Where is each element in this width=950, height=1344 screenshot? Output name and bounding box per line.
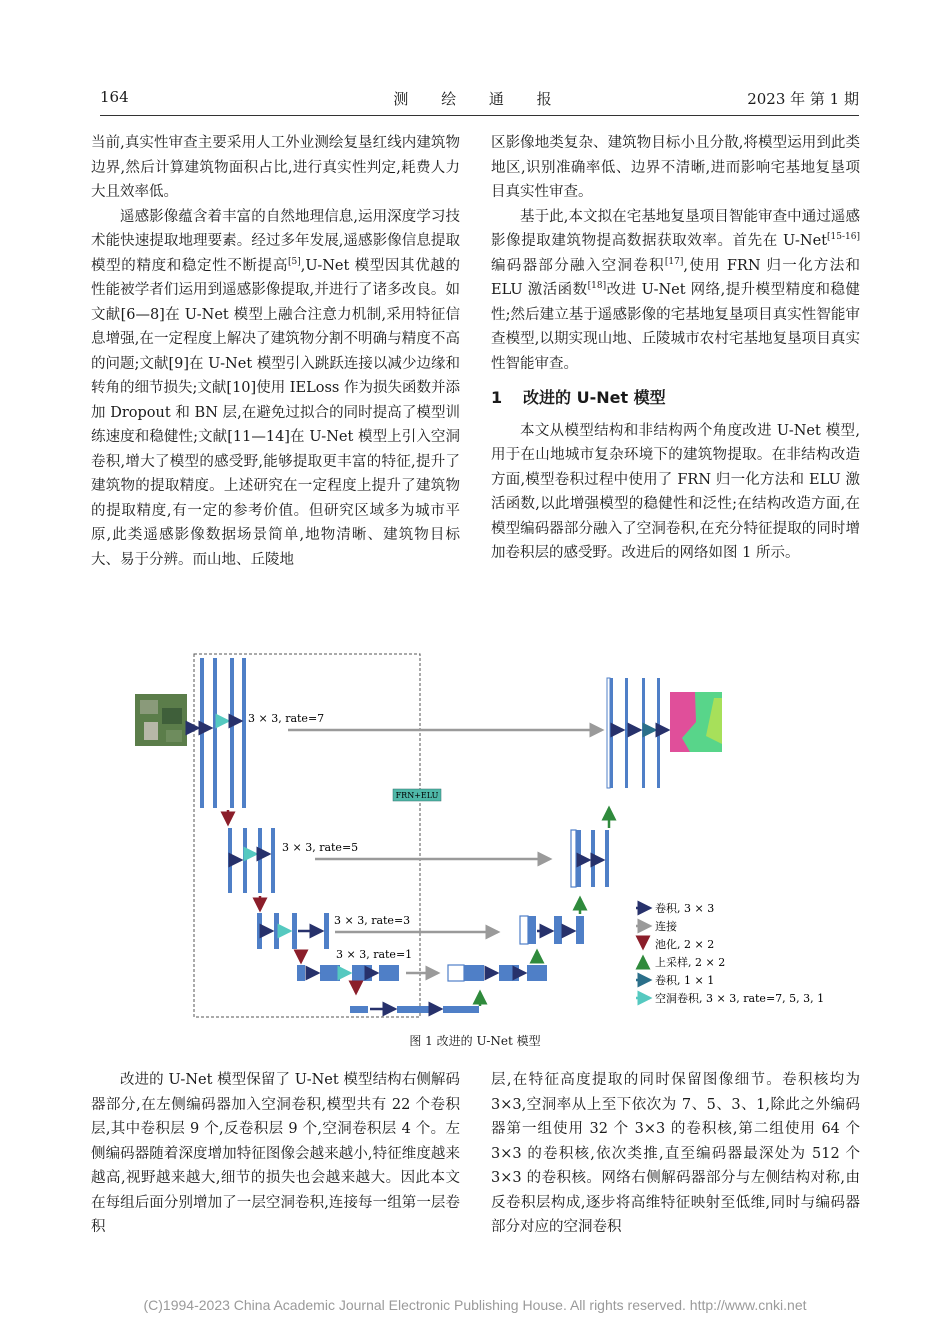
legend-item: 连接 (655, 920, 677, 933)
rate7-label: 3 × 3, rate=7 (248, 712, 325, 725)
text-run: 改进 U-Net 网络,提升模型精度和稳健性;然后建立基于遥感影像的宅基地复垦项目真实性智能审查模型,以期实现山地、丘陵城市农村宅基地复垦项目真实性智能审查。 (491, 282, 860, 372)
legend-item: 卷积, 1 × 1 (655, 974, 715, 987)
decoder-level-1 (607, 678, 660, 788)
rate1-label: 3 × 3, rate=1 (336, 948, 413, 961)
input-image (135, 694, 187, 746)
header-rule (100, 115, 859, 116)
unet-diagram (130, 648, 830, 1023)
right-column-bottom (491, 1068, 860, 1240)
citation: [18] (587, 281, 607, 292)
section-number: 1 (491, 388, 503, 407)
left-column-top (91, 131, 460, 572)
citation: [15-16] (827, 232, 860, 243)
paragraph (91, 205, 460, 573)
decoder-level-4 (448, 965, 547, 981)
paragraph: 区影像地类复杂、建筑物目标小且分散,将模型运用到此类地区,识别准确率低、边界不清晰,进而影响宅基地复垦项目真实性审查。 (491, 135, 860, 200)
output-segmentation (670, 692, 722, 752)
text-run: 编码器部分融入空洞卷积 (491, 257, 665, 274)
section-heading (491, 386, 860, 411)
encoder-boundary (194, 654, 420, 1017)
text-run: 基于此,本文拟在宅基地复垦项目智能审查中通过遥感影像提取建筑物提高数据获取效率。首先在 U-Net (491, 208, 860, 249)
page-number: 164 (100, 88, 129, 106)
legend-item: 空洞卷积, 3 × 3, rate=7, 5, 3, 1 (655, 992, 825, 1005)
legend-item: 上采样, 2 × 2 (655, 956, 726, 969)
journal-title: 测 绘 通 报 (393, 90, 566, 108)
section-title: 改进的 U-Net 模型 (523, 388, 666, 407)
citation: [5] (288, 256, 301, 267)
right-column-top (491, 131, 860, 566)
left-column-bottom (91, 1068, 460, 1240)
citation: [17] (664, 256, 684, 267)
bottleneck (350, 1006, 479, 1013)
encoder-level-1 (200, 658, 246, 808)
text-run: ,U-Net 模型因其优越的性能被学者们运用到遥感影像提取,并进行了诸多改良。如文献[6—8]在 U-Net 模型上融合注意力机制,采用特征信息增强,在一定程度上解决了建筑物分割不明确与精度不高的问题;文献[9]在 U-Net 模型引入跳跃连接以减少边缘和转角的细节损失;文献[10]使用 IELoss 作为损失函数并添加 Dropout 和 BN 层,在避免过拟合的同时提高了模型训练速度和稳健性;文献[11—14]在 U-Net 模型上引入空洞卷积,增大了模型的感受野,能够提取更丰富的特征,提升了建筑物的提取精度。上述研究在一定程度上提升了建筑物的提取精度,有一定的参考价值。但研究区域多为城市平原,此类遥感影像数据场景简单,地物清晰、建筑物目标大、易于分辨。而山地、丘陵地 (91, 257, 460, 568)
paragraph: 层,在特征高度提取的同时保留图像细节。卷积核均为 3×3,空洞率从上至下依次为 7、5、3、1,除此之外编码器第一组使用 32 个 3×3 的卷积核,第二组使用 64 个 3×3 的卷积核,依次类推,直至编码器最深处为 512 个 3×3 的卷积核。网络右侧解码器部分与左侧结构对称,由反卷积层构成,逐步将高维特征映射至低维,同时与编码器部分对应的空洞卷积 (491, 1072, 860, 1235)
rate5-label: 3 × 3, rate=5 (282, 841, 359, 854)
paragraph: 改进的 U-Net 模型保留了 U-Net 模型结构右侧解码器部分,在左侧编码器加入空洞卷积,模型共有 22 个卷积层,其中卷积层 9 个,反卷积层 9 个,空洞卷积层 4 个。左侧编码器随着深度增加特征图像会越来越小,特征维度越来越高,视野越来越大,细节的损失也会越来越大。因此本文在每组后面分别增加了一层空洞卷积,连接每一组第一层卷积 (91, 1072, 460, 1235)
legend (636, 901, 824, 1005)
figure-caption: 图 1 改进的 U-Net 模型 (409, 1034, 541, 1048)
legend-item: 卷积, 3 × 3 (655, 902, 715, 915)
text-run: ,使用 FRN 归一化方法和 ELU 激活函数 (491, 257, 861, 298)
paragraph: 当前,真实性审查主要采用人工外业测绘复垦红线内建筑物边界,然后计算建筑物面积占比,进行真实性判定,耗费人力大且效率低。 (91, 135, 460, 200)
paragraph (491, 205, 860, 377)
running-header (100, 88, 859, 110)
legend-item: 池化, 2 × 2 (655, 938, 715, 951)
decoder-level-2 (571, 830, 609, 887)
frn-elu-label: FRN+ELU (395, 791, 439, 800)
copyright-footer: (C)1994-2023 China Academic Journal Electronic Publishing House. All rights reserved. http://www.cnki.net (143, 1297, 807, 1313)
rate3-label: 3 × 3, rate=3 (334, 914, 411, 927)
issue-label: 2023 年 第 1 期 (747, 90, 859, 108)
text-run: 遥感影像蕴含着丰富的自然地理信息,运用深度学习技术能快速提取地理要素。经过多年发展,遥感影像信息提取模型的精度和稳定性不断提高 (91, 208, 460, 274)
paragraph: 本文从模型结构和非结构两个角度改进 U-Net 模型,用于在山地城市复杂环境下的建筑物提取。在非结构改造方面,模型卷积过程中使用了 FRN 归一化方法和 ELU 激活函数,以此增强模型的稳健性和泛性;在结构改造方面,在模型编码器部分融入了空洞卷积,在充分特征提取的同时增加卷积层的感受野。改进后的网络如图 1 所示。 (491, 422, 860, 561)
unet-figure (130, 648, 830, 1023)
